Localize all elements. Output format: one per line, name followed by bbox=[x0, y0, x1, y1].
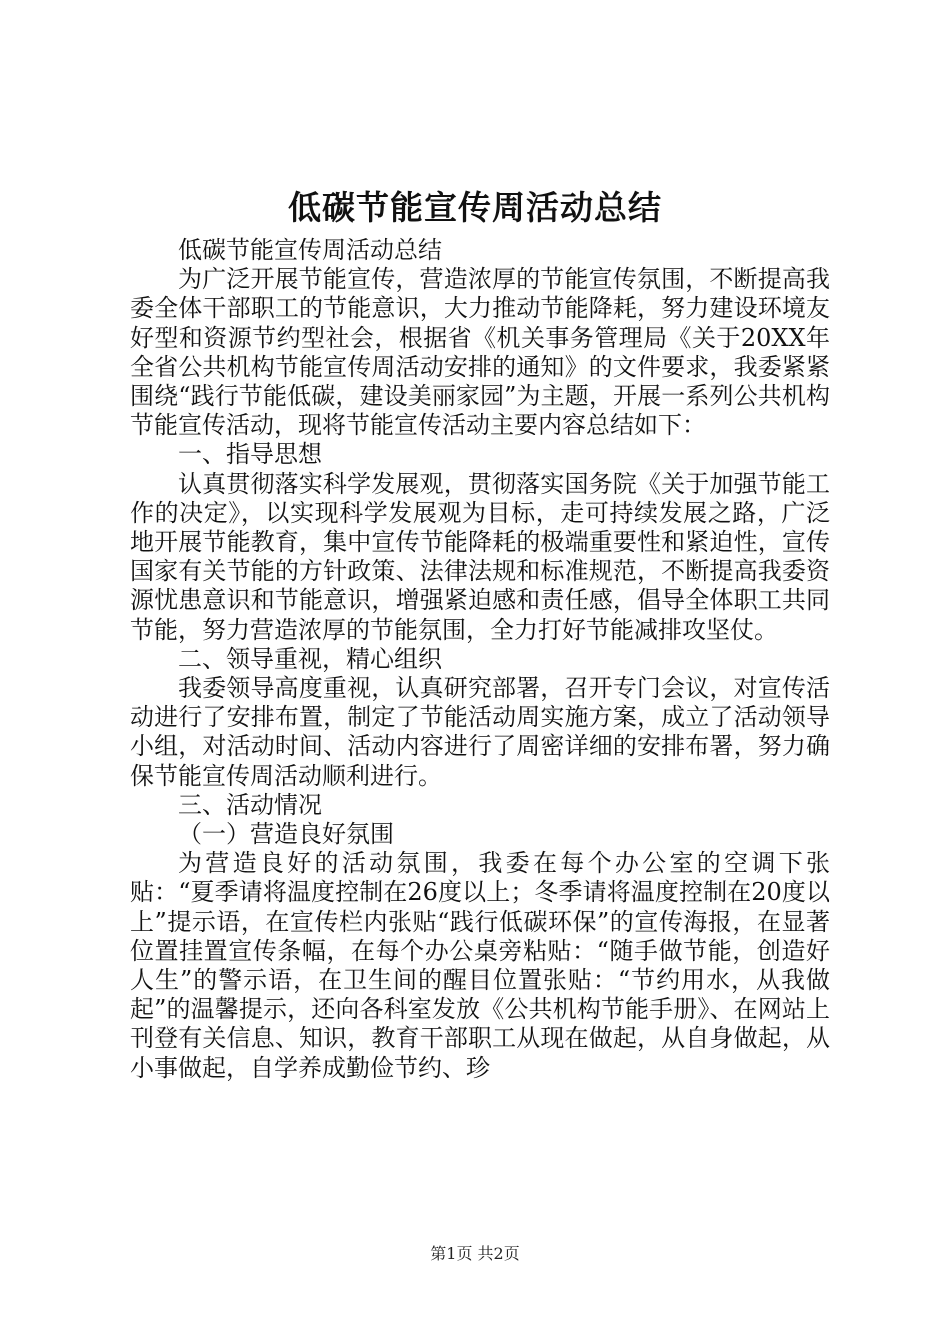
paragraph-subsection-1: 为营造良好的活动氛围，我委在每个办公室的空调下张贴：“夏季请将温度控制在26度以上；冬季请将温度控制在20度以上”提示语，在宣传栏内张贴“践行低碳环保”的宣传海报，在显著位置挂置宣传条幅，在每个办公桌旁粘贴：“随手做节能，创造好人生”的警示语，在卫生间的醒目位置张贴：“节约用水，从我做起”的温馨提示，还向各科室发放《公共机构节能手册》、在网站上刊登有关信息、知识，教育干部职工从现在做起，从自身做起，从小事做起，自学养成勤俭节约、珍 bbox=[130, 849, 830, 1082]
section-heading-2: 二、领导重视，精心组织 bbox=[178, 644, 442, 673]
page-footer: 第1页 共2页 bbox=[430, 1244, 520, 1263]
section-heading-1: 一、指导思想 bbox=[178, 440, 322, 469]
document-body bbox=[130, 236, 830, 1083]
paragraph-section-2: 我委领导高度重视，认真研究部署，召开专门会议，对宣传活动进行了安排布置，制定了节能活动周实施方案，成立了活动领导小组，对活动时间、活动内容进行了周密详细的安排布署，努力确保节能宣传周活动顺利进行。 bbox=[130, 674, 830, 790]
paragraph-subtitle: 低碳节能宣传周活动总结 bbox=[178, 236, 442, 264]
paragraph-section-1: 认真贯彻落实科学发展观，贯彻落实国务院《关于加强节能工作的决定》，以实现科学发展观为目标，走可持续发展之路，广泛地开展节能教育，集中宣传节能降耗的极端重要性和紧迫性，宣传国家有关节能的方针政策、法律法规和标准规范，不断提高我委资源忧患意识和节能意识，增强紧迫感和责任感，倡导全体职工共同节能，努力营造浓厚的节能氛围，全力打好节能减排攻坚仗。 bbox=[130, 469, 830, 644]
section-heading-3: 三、活动情况 bbox=[178, 790, 322, 819]
document-title: 低碳节能宣传周活动总结 bbox=[288, 188, 662, 227]
subsection-heading-1: （一）营造良好氛围 bbox=[178, 820, 394, 849]
paragraph-intro: 为广泛开展节能宣传，营造浓厚的节能宣传氛围，不断提高我委全体干部职工的节能意识，大力推动节能降耗，努力建设环境友好型和资源节约型社会，根据省《机关事务管理局《关于20XX年全省公共机构节能宣传周活动安排的通知》的文件要求，我委紧紧围绕“践行节能低碳，建设美丽家园”为主题，开展一系列公共机构节能宣传活动，现将节能宣传活动主要内容总结如下： bbox=[130, 265, 830, 440]
